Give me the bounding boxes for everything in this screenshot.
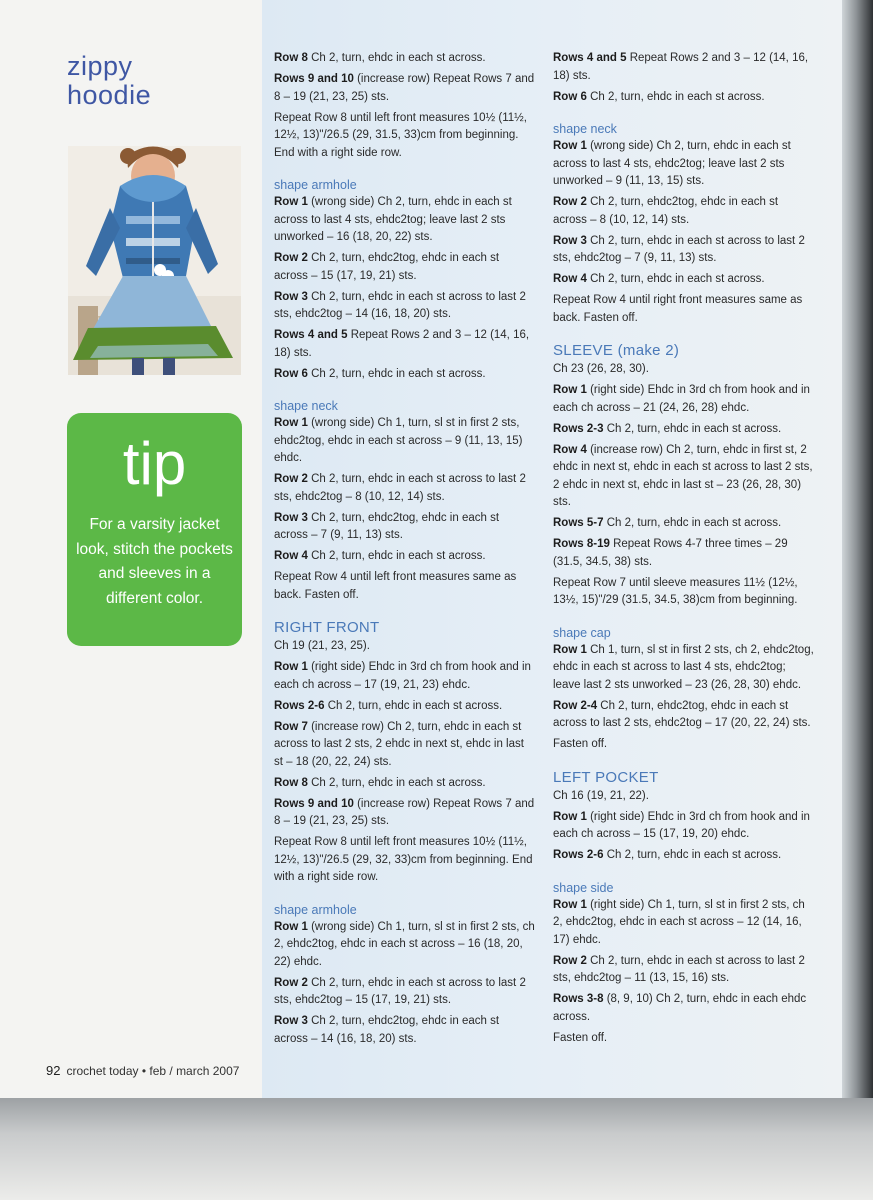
instruction-text: Ch 2, turn, ehdc in each st across.: [586, 90, 765, 103]
instruction-text: Ch 2, turn, ehdc in each st across.: [307, 52, 486, 64]
instruction-paragraph: [274, 366, 536, 384]
instruction-paragraph: [553, 953, 815, 988]
instruction-paragraph: [274, 415, 536, 468]
title-line-2: hoodie: [67, 80, 152, 110]
child-in-hoodie-illustration: [68, 146, 241, 375]
tip-box: [67, 413, 242, 646]
instruction-paragraph: [274, 471, 536, 506]
row-label: Row 3: [274, 511, 308, 524]
instruction-text: Ch 2, turn, ehdc2tog, ehdc in each st across – 7 (9, 11, 13) sts.: [274, 511, 500, 541]
instruction-text: (wrong side) Ch 1, turn, sl st in first 2 sts, ehdc2tog, ehdc in each st across – 9 (11, 13, 15) ehdc.: [274, 417, 523, 464]
instruction-paragraph: [274, 548, 536, 566]
pattern-column-1: [274, 50, 536, 1052]
section-heading: LEFT POCKET: [553, 768, 659, 786]
instruction-paragraph: [274, 659, 536, 694]
instruction-text: Ch 2, turn, ehdc2tog, ehdc in each st across – 14 (16, 18, 20) sts.: [274, 1015, 500, 1045]
row-label: Rows 9 and 10: [274, 73, 354, 85]
instruction-text: Ch 23 (26, 28, 30).: [553, 363, 649, 375]
instruction-text: Repeat Row 4 until left front measures same as back. Fasten off.: [274, 571, 517, 601]
instruction-paragraph: [274, 834, 536, 887]
section-heading: SLEEVE (make 2): [553, 342, 680, 359]
row-label: Row 8: [274, 776, 308, 789]
instruction-paragraph: [553, 515, 815, 533]
row-label: Row 1: [553, 643, 587, 656]
row-label: Row 2: [274, 473, 308, 485]
pattern-column-2: [553, 50, 815, 1051]
row-label: Rows 9 and 10: [274, 797, 354, 810]
subsection-heading: shape cap: [553, 625, 611, 640]
page-title: [67, 52, 151, 110]
instruction-text: Ch 2, turn, ehdc in each st across to last 2 sts, ehdc2tog – 7 (9, 11, 13) sts.: [553, 234, 805, 264]
instruction-paragraph: [553, 271, 815, 289]
instruction-text: Ch 2, turn, ehdc in each st across to last 2 sts, ehdc2tog – 11 (13, 15, 16) sts.: [553, 954, 805, 984]
row-label: Row 1: [553, 898, 587, 911]
row-label: Row 3: [553, 234, 587, 247]
row-label: Row 1: [274, 920, 308, 933]
row-label: Row 4: [553, 273, 587, 285]
instruction-paragraph: [553, 361, 815, 379]
row-label: Rows 2-6: [553, 849, 604, 861]
row-label: Rows 8-19: [553, 538, 610, 550]
instruction-paragraph: [553, 89, 815, 107]
instruction-paragraph: [553, 194, 815, 229]
instruction-paragraph: [553, 809, 815, 844]
instruction-paragraph: [274, 50, 536, 68]
instruction-text: Ch 2, turn, ehdc in each st across.: [603, 517, 782, 529]
instruction-paragraph: [553, 698, 815, 733]
instruction-text: (right side) Ch 1, turn, sl st in first 2 sts, ch 2, ehdc2tog, ehdc in each st across – 12 (14, 16, 17) ehdc.: [553, 898, 805, 946]
row-label: Rows 2-3: [553, 422, 604, 435]
instruction-paragraph: [553, 991, 815, 1026]
instruction-text: Ch 2, turn, ehdc2tog, ehdc in each st across – 15 (17, 19, 21) sts.: [274, 252, 500, 282]
instruction-paragraph: [274, 719, 536, 772]
instruction-paragraph: [553, 138, 815, 191]
page-spine-shadow: [842, 0, 873, 1098]
instruction-text: Ch 16 (19, 21, 22).: [553, 789, 649, 802]
subsection-heading: shape armhole: [274, 902, 357, 917]
instruction-text: Ch 1, turn, sl st in first 2 sts, ch 2, ehdc2tog, ehdc in each st across to last 4 sts, ehdc2tog; leave last 2 sts unworked – 23 (26, 28, 30) ehdc.: [553, 643, 814, 691]
instruction-text: Ch 2, turn, ehdc in each st across.: [307, 550, 486, 562]
row-label: Row 2: [553, 196, 587, 208]
instruction-text: Repeat Row 8 until left front measures 10½ (11½, 12½, 13)"/26.5 (29, 31.5, 33)cm from beginning. End with a right side row.: [274, 111, 527, 159]
instruction-text: (right side) Ehdc in 3rd ch from hook and in each ch across – 21 (24, 26, 28) ehdc.: [553, 384, 810, 414]
instruction-text: Ch 2, turn, ehdc2tog, ehdc in each st across to last 2 sts, ehdc2tog – 17 (20, 22, 24) sts.: [553, 699, 811, 729]
instruction-text: Ch 2, turn, ehdc in each st across to last 2 sts, ehdc2tog – 14 (16, 18, 20) sts.: [274, 290, 526, 320]
instruction-paragraph: [553, 1030, 815, 1048]
row-label: Row 2: [274, 252, 308, 264]
instruction-text: Ch 2, turn, ehdc in each st across.: [603, 849, 782, 861]
instruction-text: (wrong side) Ch 2, turn, ehdc in each st across to last 4 sts, ehdc2tog; leave last 2 sts unworked – 16 (18, 20, 22) sts.: [274, 196, 512, 243]
instruction-text: (wrong side) Ch 2, turn, ehdc in each st across to last 4 sts, ehdc2tog; leave last 2 sts unworked – 9 (11, 13, 15) sts.: [553, 140, 791, 187]
row-label: Row 8: [274, 52, 308, 64]
instruction-text: (wrong side) Ch 1, turn, sl st in first 2 sts, ch 2, ehdc2tog, ehdc in each st across – 16 (18, 20, 22) ehdc.: [274, 920, 535, 968]
instruction-paragraph: [274, 1013, 536, 1048]
page-number: 92: [46, 1063, 61, 1078]
instruction-paragraph: [274, 698, 536, 716]
row-label: Rows 4 and 5: [274, 329, 348, 341]
instruction-text: Ch 2, turn, ehdc in each st across to last 2 sts, ehdc2tog – 15 (17, 19, 21) sts.: [274, 976, 526, 1006]
issue-line: crochet today • feb / march 2007: [66, 1064, 240, 1078]
instruction-paragraph: [274, 510, 536, 545]
instruction-text: Repeat Rows 4-7 three times – 29 (31.5, 34.5, 38) sts.: [553, 538, 788, 568]
row-label: Row 2: [274, 976, 308, 989]
instruction-paragraph: [274, 775, 536, 793]
instruction-text: Fasten off.: [553, 1031, 608, 1044]
instruction-paragraph: [274, 919, 536, 972]
instruction-paragraph: [553, 847, 815, 865]
row-label: Row 1: [274, 661, 308, 673]
instruction-paragraph: [274, 327, 536, 362]
instruction-paragraph: [553, 536, 815, 571]
instruction-text: Ch 2, turn, ehdc in each st across to last 2 sts, ehdc2tog – 8 (10, 12, 14) sts.: [274, 473, 526, 503]
subsection-heading: shape side: [553, 880, 614, 895]
instruction-paragraph: [553, 421, 815, 439]
row-label: Row 4: [274, 550, 308, 562]
instruction-text: (increase row) Ch 2, turn, ehdc in each st across to last 2 sts, 2 ehdc in next st, ehdc in last st – 18 (20, 22, 24) sts.: [274, 720, 524, 768]
instruction-paragraph: [553, 736, 815, 754]
instruction-text: (right side) Ehdc in 3rd ch from hook and in each ch across – 17 (19, 21, 23) ehdc.: [274, 661, 531, 691]
section-heading: RIGHT FRONT: [274, 619, 380, 636]
row-label: Rows 2-6: [274, 699, 325, 712]
instruction-text: (increase row) Repeat Rows 7 and 8 – 19 (21, 23, 25) sts.: [274, 73, 535, 103]
row-label: Row 1: [553, 384, 587, 396]
instruction-paragraph: [553, 575, 815, 610]
instruction-paragraph: [553, 382, 815, 417]
instruction-text: (increase row) Ch 2, turn, ehdc in first st, 2 ehdc in next st, ehdc in each st across to last 2 sts, 2 ehdc in next st, ehdc in last st – 23 (26, 28, 30) sts.: [553, 443, 813, 508]
subsection-heading: shape neck: [274, 399, 338, 413]
instruction-text: Ch 2, turn, ehdc in each st across.: [603, 422, 782, 435]
row-label: Row 6: [274, 367, 308, 380]
instruction-text: Repeat Row 8 until left front measures 10½ (11½, 12½, 13)"/26.5 (29, 32, 33)cm from beginning. End with a right side row.: [274, 836, 533, 883]
instruction-text: Ch 2, turn, ehdc in each st across.: [324, 699, 503, 712]
row-label: Row 3: [274, 1015, 308, 1027]
instruction-paragraph: [553, 442, 815, 512]
hoodie-photo: [68, 146, 241, 375]
row-label: Row 1: [553, 140, 587, 152]
row-label: Row 3: [274, 290, 308, 303]
title-line-1: zippy: [67, 51, 133, 81]
tip-text: For a varsity jacket look, stitch the pockets and sleeves in a different color.: [76, 516, 233, 607]
instruction-paragraph: [274, 975, 536, 1010]
tip-heading: tip: [122, 430, 187, 497]
instruction-text: Fasten off.: [553, 738, 608, 750]
instruction-text: Repeat Row 4 until right front measures same as back. Fasten off.: [553, 294, 803, 324]
instruction-text: Ch 2, turn, ehdc2tog, ehdc in each st across – 8 (10, 12, 14) sts.: [553, 196, 779, 226]
instruction-text: Repeat Row 7 until sleeve measures 11½ (12½, 13½, 15)"/29 (31.5, 34.5, 38)cm from beginning.: [553, 576, 798, 606]
instruction-text: Ch 2, turn, ehdc in each st across.: [307, 367, 486, 380]
instruction-paragraph: [274, 110, 536, 163]
row-label: Row 4: [553, 443, 587, 456]
instruction-paragraph: [553, 233, 815, 268]
instruction-text: Repeat Rows 2 and 3 – 12 (14, 16, 18) sts.: [274, 329, 530, 359]
page-footer: [46, 1063, 239, 1078]
instruction-paragraph: [553, 50, 815, 85]
instruction-text: (8, 9, 10) Ch 2, turn, ehdc in each ehdc across.: [553, 993, 807, 1023]
instruction-text: Ch 19 (21, 23, 25).: [274, 640, 370, 652]
instruction-paragraph: [553, 642, 815, 695]
instruction-paragraph: [274, 71, 536, 106]
instruction-text: (right side) Ehdc in 3rd ch from hook and in each ch across – 15 (17, 19, 20) ehdc.: [553, 810, 810, 840]
instruction-paragraph: [274, 194, 536, 247]
instruction-text: Ch 2, turn, ehdc in each st across.: [307, 776, 486, 789]
row-label: Row 1: [274, 196, 308, 208]
instruction-paragraph: [553, 292, 815, 327]
instruction-paragraph: [274, 250, 536, 285]
instruction-text: (increase row) Repeat Rows 7 and 8 – 19 (21, 23, 25) sts.: [274, 797, 535, 827]
instruction-paragraph: [274, 569, 536, 604]
instruction-paragraph: [274, 638, 536, 656]
instruction-text: Ch 2, turn, ehdc in each st across.: [586, 273, 765, 285]
row-label: Row 1: [274, 417, 308, 429]
instruction-paragraph: [553, 788, 815, 806]
row-label: Rows 4 and 5: [553, 52, 627, 64]
instruction-text: Repeat Rows 2 and 3 – 12 (14, 16, 18) sts.: [553, 52, 809, 82]
instruction-paragraph: [274, 289, 536, 324]
subsection-heading: shape armhole: [274, 178, 357, 192]
scan-bottom-shadow: [0, 1098, 873, 1200]
subsection-heading: shape neck: [553, 122, 617, 136]
row-label: Row 1: [553, 810, 587, 823]
row-label: Row 2: [553, 954, 587, 967]
instruction-paragraph: [274, 796, 536, 831]
row-label: Row 7: [274, 720, 308, 733]
instruction-paragraph: [553, 897, 815, 950]
row-label: Row 2-4: [553, 699, 598, 712]
row-label: Row 6: [553, 90, 587, 103]
row-label: Rows 5-7: [553, 517, 604, 529]
row-label: Rows 3-8: [553, 993, 604, 1005]
